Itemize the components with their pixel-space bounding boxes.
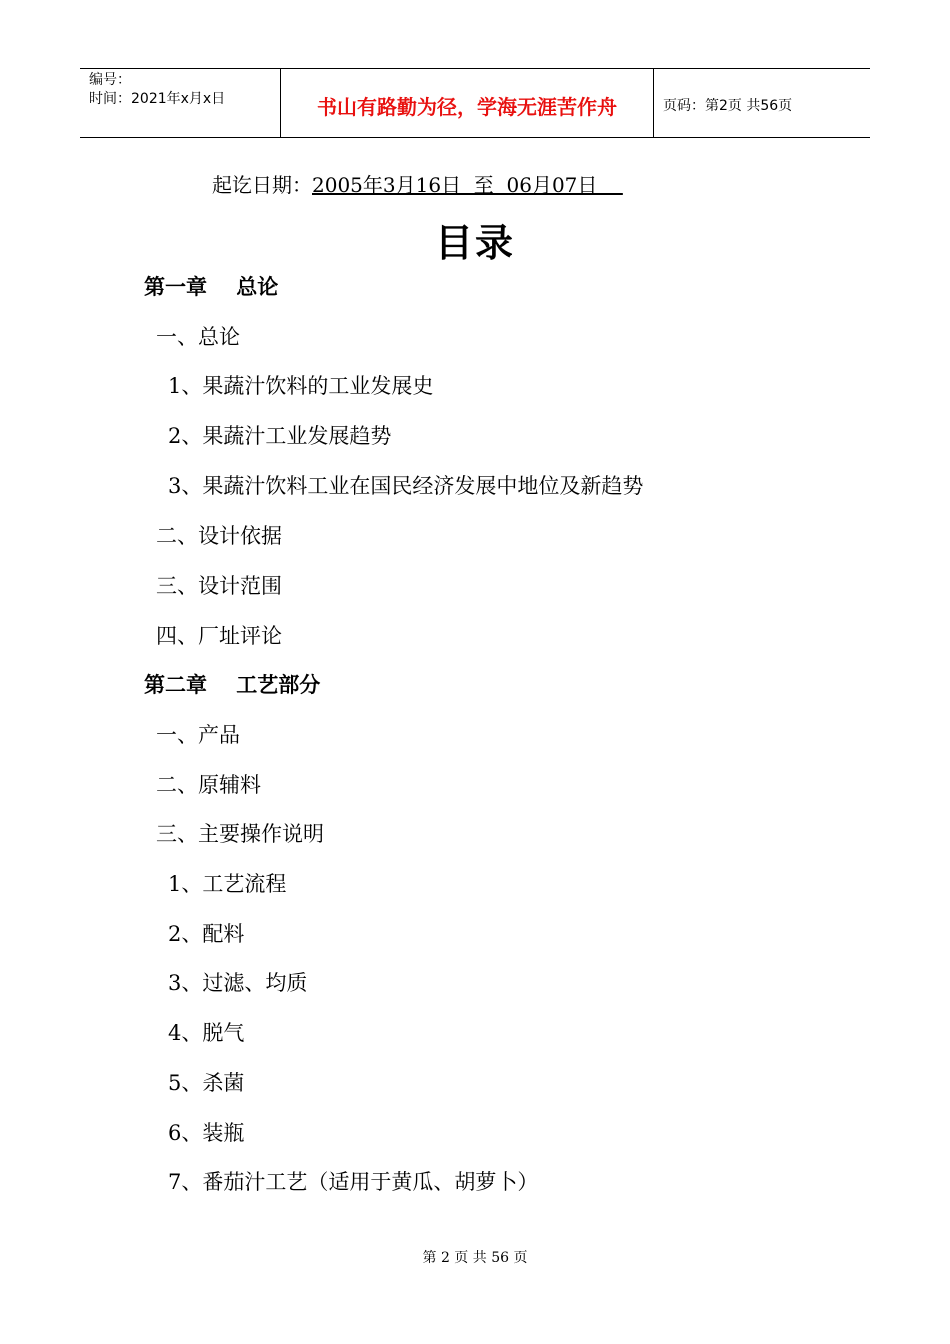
toc-chapter-2: 第二章 工艺部分 — [144, 673, 321, 697]
document-header — [80, 68, 870, 138]
toc-subsection: 2、果蔬汁工业发展趋势 — [168, 424, 392, 448]
toc-chapter-1: 第一章 总论 — [144, 275, 279, 299]
header-page-label: 页码：第2页 共56页 — [663, 98, 793, 114]
toc-section: 一、总论 — [156, 325, 240, 349]
toc-section: 三、设计范围 — [156, 574, 282, 598]
toc-title: 目录 — [434, 221, 515, 265]
toc-section: 三、主要操作说明 — [156, 822, 324, 846]
toc-subsection: 3、果蔬汁饮料工业在国民经济发展中地位及新趋势 — [168, 474, 644, 498]
date-range-value: 2005年3月16日 至 06月07日 — [312, 173, 623, 197]
toc-subsection: 2、配料 — [168, 922, 245, 946]
toc-subsection: 6、装瓶 — [168, 1121, 245, 1145]
toc-section: 二、设计依据 — [156, 524, 282, 548]
header-motto: 书山有路勤为径，学海无涯苦作舟 — [281, 69, 654, 137]
number-label: 编号： — [89, 72, 131, 88]
time-label: 时间：2021年x月x日 — [89, 91, 226, 107]
header-meta-cell — [80, 69, 281, 137]
date-range-line — [212, 169, 623, 198]
date-range-label: 起讫日期： — [212, 173, 312, 197]
toc-subsection: 3、过滤、均质 — [168, 971, 308, 995]
toc-section: 四、厂址评论 — [156, 624, 282, 648]
toc-subsection: 5、杀菌 — [168, 1071, 245, 1095]
toc-subsection: 1、果蔬汁饮料的工业发展史 — [168, 374, 434, 398]
toc-subsection: 7、番茄汁工艺（适用于黄瓜、胡萝卜） — [168, 1170, 539, 1194]
toc-section: 二、原辅料 — [156, 773, 261, 797]
toc-subsection: 1、工艺流程 — [168, 872, 287, 896]
page-footer: 第 2 页 共 56 页 — [422, 1250, 528, 1266]
toc-section: 一、产品 — [156, 723, 240, 747]
toc-subsection: 4、脱气 — [168, 1021, 245, 1045]
